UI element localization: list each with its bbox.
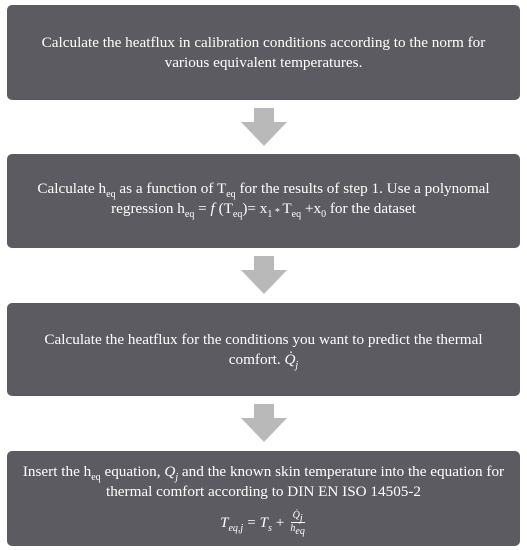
heatflux-symbol: $Q̇_j$ <box>284 350 299 371</box>
step-1-text-line-1: Calculate the heatflux in calibration conditions according to the norm for <box>41 33 486 51</box>
step-1-text-line-2: various equivalent temperatures. <box>164 53 363 71</box>
step-4-text-line-2: thermal comfort according to DIN EN ISO 14505-2 <box>105 483 422 500</box>
down-arrow-icon <box>241 256 287 294</box>
thermal-comfort-formula: $T_{eq,j}$ = $T_s$ + $\frac{Q̇_j}{h_{eq}}$ <box>220 510 305 537</box>
step-1-box <box>7 5 520 100</box>
formula-fraction: $\frac{Q̇_j}{h_{eq}}$ <box>290 510 305 537</box>
down-arrow-icon <box>241 108 287 146</box>
step-4-box <box>7 451 520 546</box>
down-arrow-icon <box>241 404 287 442</box>
step-3-text-line-2: comfort. $Q̇_j$ <box>228 350 299 371</box>
step-3-box <box>7 303 520 396</box>
step-4-text-line-1: Insert the $h_{eq}$ equation, $Q_j$ and the known skin temperature into the equation for <box>22 463 505 484</box>
step-2-text-line-2: regression $h_{eq} = f$ $(T_{eq})= x_1 * T_{eq} +x_0$ for the dataset <box>111 200 416 221</box>
step-3-text-line-1: Calculate the heatflux for the conditions you want to predict the thermal <box>44 330 483 348</box>
step-2-text-line-1: Calculate $h_{eq}$ as a function of $T_{eq}$ for the results of step 1. Use a polynomal <box>37 180 490 201</box>
step-2-box <box>7 154 520 248</box>
